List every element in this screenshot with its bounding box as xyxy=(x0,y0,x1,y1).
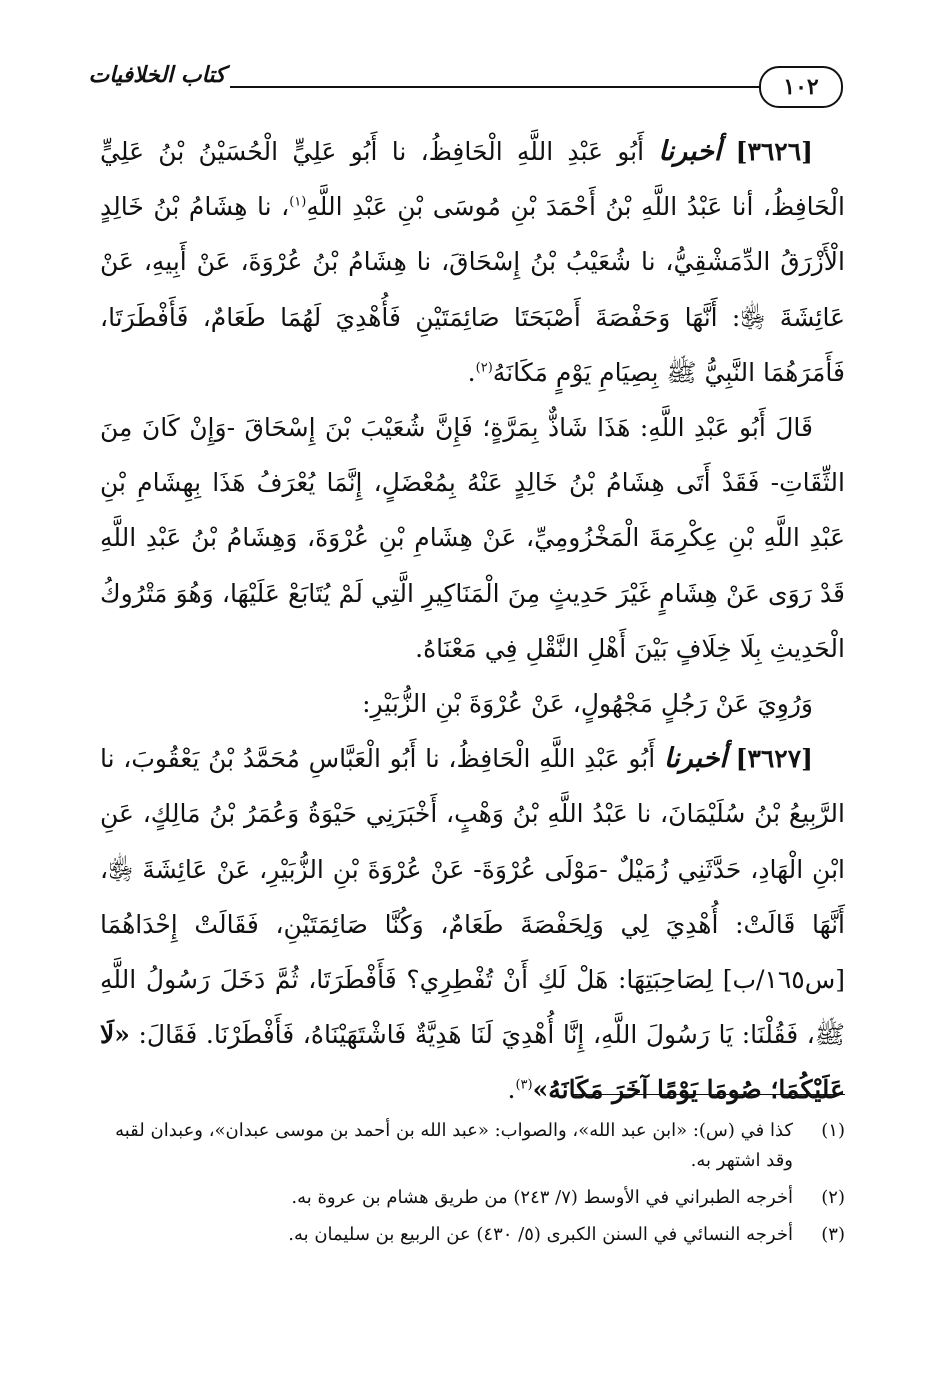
hadith-text: أَبُو عَبْدِ اللَّهِ الْحَافِظُ، نا أَبُو الْعَبَّاسِ مُحَمَّدُ بْنُ يَعْقُوبَ، نا الرَّبِيعُ بْنُ سُلَيْمَانَ، نا عَبْدُ اللَّهِ بْنُ وَهْبٍ، أَخْبَرَنِي حَيْوَةُ وَعُمَرُ بْنُ مَالِكٍ، عَنِ ابْنِ الْهَادِ، حَدَّثَنِي زُمَيْلٌ -مَوْلَى عُرْوَةَ- عَنْ عُرْوَةَ بْنِ الزُّبَيْرِ، عَنْ عَائِشَةَ ﵂، أَنَّهَا قَالَتْ: أُهْدِيَ لِي وَلِحَفْصَةَ طَعَامٌ، وَكُنَّا صَائِمَتَيْنِ، فَقَالَتْ إِحْدَاهُمَا xyxy=(100,744,845,939)
main-text xyxy=(100,124,845,1118)
prophetic-quote: «لَا عَلَيْكُمَا؛ صُومَا يَوْمًا آخَرَ مَكَانَهُ» xyxy=(100,1020,845,1105)
footnote-text: أخرجه الطبراني في الأوسط (٧/ ٢٤٣) من طريق هشام بن عروة به. xyxy=(291,1187,793,1208)
footnote-marker: (٣) xyxy=(821,1224,845,1245)
footnote xyxy=(100,1220,845,1250)
manuscript-marker: [س١٦٥/ب] xyxy=(722,965,845,995)
footnote-ref: (٣) xyxy=(515,1078,533,1094)
hadith-number: [٣٦٢٧] xyxy=(735,744,814,774)
commentary-paragraph: وَرُوِيَ عَنْ رَجُلٍ مَجْهُولٍ، عَنْ عُرْوَةَ بْنِ الزُّبَيْرِ: xyxy=(362,689,813,719)
hadith-3627 xyxy=(100,731,845,1117)
footnote xyxy=(100,1183,845,1213)
footnote-ref: (٢) xyxy=(475,360,493,376)
footnote-marker: (٢) xyxy=(821,1187,845,1208)
hadith-number: [٣٦٢٦] xyxy=(735,137,813,166)
hadith-text-end: . xyxy=(467,357,476,387)
footnote-ref: (١) xyxy=(289,194,307,210)
hadith-3626 xyxy=(100,124,845,400)
footnotes xyxy=(100,1116,845,1257)
page-header xyxy=(88,60,843,116)
footnote-text: أخرجه النسائي في السنن الكبرى (٥/ ٤٣٠) عن الربيع بن سليمان به. xyxy=(288,1224,793,1245)
hadith-text: أَبُو عَبْدِ اللَّهِ الْحَافِظُ، نا أَبُو عَلِيٍّ الْحُسَيْنُ بْنُ عَلِيٍّ الْحَافِظُ، أنا عَبْدُ اللَّهِ بْنُ أَحْمَدَ بْنِ مُوسَى بْنِ عَبْدِ اللَّهِ xyxy=(100,137,845,222)
footnote-marker: (١) xyxy=(821,1120,845,1141)
hadith-text: ، نا هِشَامُ بْنُ خَالِدٍ الْأَزْرَقُ الدِّمَشْقِيُّ، نا شُعَيْبُ بْنُ إِسْحَاقَ، نا هِشَامُ بْنُ عُرْوَةَ، عَنْ أَبِيهِ، عَنْ عَائِشَةَ ﵂: أَنَّهَا وَحَفْصَةَ أَصْبَحَتَا صَائِمَتَيْنِ فَأُهْدِيَ لَهُمَا طَعَامٌ، فَأَفْطَرَتَا، فَأَمَرَهُمَا النَّبِيُّ ﷺ بِصِيَامِ يَوْمٍ مَكَانَهُ xyxy=(100,192,845,387)
footnote-text: كذا في (س): «ابن عبد الله»، والصواب: «عبد الله بن أحمد بن موسى عبدان»، وعبدان لقبه وقد اشتهر به. xyxy=(115,1120,793,1171)
book-title: كتاب الخلافيات xyxy=(88,62,226,88)
footnote xyxy=(100,1116,845,1176)
page-number: ١٠٢ xyxy=(759,66,843,108)
header-rule xyxy=(230,86,759,88)
hadith-text-end: . xyxy=(507,1075,516,1105)
commentary-paragraph: قَالَ أَبُو عَبْدِ اللَّهِ: هَذَا شَاذٌّ بِمَرَّةٍ؛ فَإِنَّ شُعَيْبَ بْنَ إِسْحَاقَ -وَإِنْ كَانَ مِنَ الثِّقَاتِ- فَقَدْ أَتَى هِشَامُ بْنُ خَالِدٍ عَنْهُ بِمُعْضَلٍ، إِنَّمَا يُعْرَفُ هَذَا بِهِشَامِ بْنِ عَبْدِ اللَّهِ بْنِ عِكْرِمَةَ الْمَخْزُومِيِّ، عَنْ هِشَامِ بْنِ عُرْوَةَ، وَهِشَامُ بْنُ عَبْدِ اللَّهِ قَدْ رَوَى عَنْ هِشَامٍ غَيْرَ حَدِيثٍ مِنَ الْمَنَاكِيرِ الَّتِي لَمْ يُتَابَعْ عَلَيْهَا، وَهُوَ مَتْرُوكُ الْحَدِيثِ بِلَا خِلَافٍ بَيْنَ أَهْلِ النَّقْلِ فِي مَعْنَاهُ. xyxy=(100,413,845,663)
footnote-separator xyxy=(571,1094,845,1095)
hadith-text: لِصَاحِبَتِهَا: هَلْ لَكِ أَنْ تُفْطِرِي؟ فَأَفْطَرَتَا، ثُمَّ دَخَلَ رَسُولُ اللَّهِ ﷺ، فَقُلْنَا: يَا رَسُولَ اللَّهِ، إِنَّا أُهْدِيَ لَنَا هَدِيَّةٌ فَاشْتَهَيْنَاهُ، فَأَفْطَرْنَا. فَقَالَ: xyxy=(100,965,845,1050)
akhbarana-word: أخبرنا xyxy=(658,136,722,167)
akhbarana-word: أخبرنا xyxy=(663,743,727,775)
